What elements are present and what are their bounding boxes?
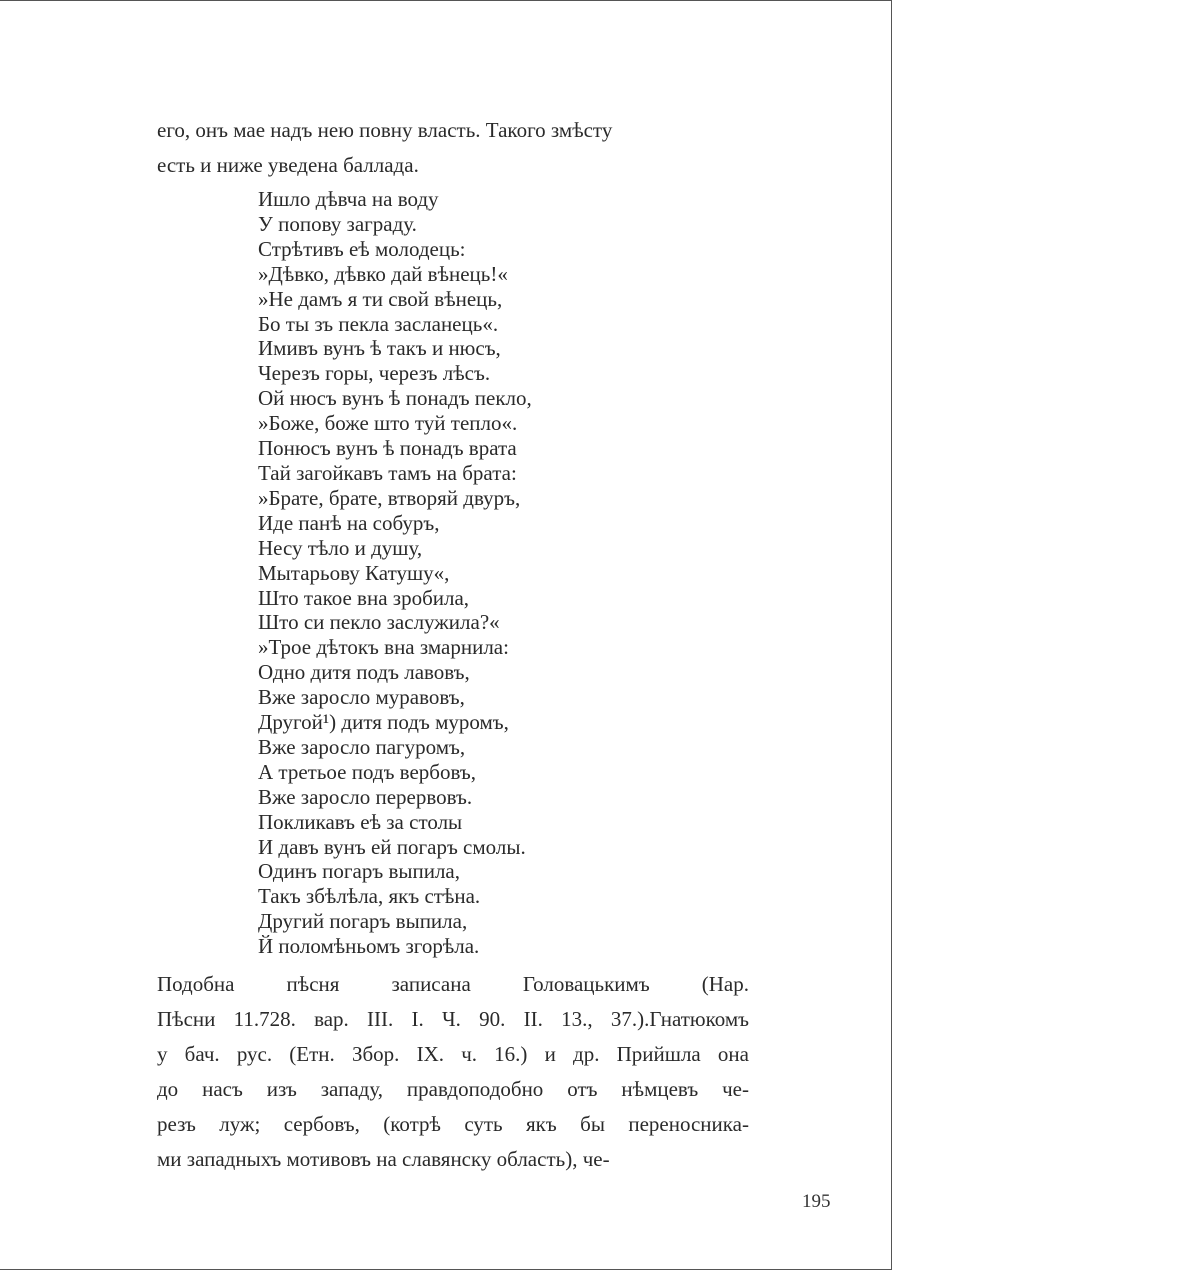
poem-line: Тай загойкавъ тамъ на брата: bbox=[258, 460, 517, 485]
poem-line: А третьое подъ вербовъ, bbox=[258, 759, 476, 784]
poem-line: Стрѣтивъ еѣ молодець: bbox=[258, 236, 466, 261]
poem-line: Што си пекло заслужила?« bbox=[258, 610, 500, 635]
prose-line: Подобна пѣсня записана Головацькимъ (Нар. bbox=[157, 972, 749, 996]
poem-line: Вже заросло пагуромъ, bbox=[258, 734, 466, 759]
poem-line: И давъ вунъ ей погаръ смолы. bbox=[258, 834, 526, 859]
poem-line: Одно дитя подъ лавовъ, bbox=[258, 660, 470, 685]
intro-line: есть и ниже уведена баллада. bbox=[157, 153, 419, 177]
poem-line: »Трое дѣтокъ вна змарнила: bbox=[258, 635, 509, 660]
poem-line: Вже заросло перервовъ. bbox=[258, 784, 473, 809]
poem-line: »Боже, боже што туй тепло«. bbox=[258, 411, 518, 436]
prose-line: до насъ изъ западу, правдоподобно отъ нѣмцевъ че- bbox=[157, 1077, 749, 1101]
poem-line: Одинъ погаръ выпила, bbox=[258, 859, 460, 884]
prose-line: ми западныхъ мотивовъ на славянску область), че- bbox=[157, 1147, 610, 1171]
poem-line: Такъ збѣлѣла, якъ стѣна. bbox=[258, 884, 481, 909]
poem-line: Бо ты зъ пекла засланець«. bbox=[258, 311, 499, 336]
ballad-poem bbox=[258, 187, 532, 959]
poem-line: Другий погаръ выпила, bbox=[258, 909, 468, 934]
poem-line: Ой нюсъ вунъ ѣ понадъ пекло, bbox=[258, 386, 532, 411]
poem-line: Понюсъ вунъ ѣ понадъ врата bbox=[258, 436, 517, 461]
poem-line: Што такое вна зробила, bbox=[258, 585, 470, 610]
poem-line: Покликавъ еѣ за столы bbox=[258, 809, 463, 834]
poem-line: Иде панѣ на собуръ, bbox=[258, 510, 440, 535]
intro-paragraph bbox=[157, 113, 749, 183]
poem-line: Ишло дѣвча на воду bbox=[258, 187, 439, 211]
poem-line: Другой¹) дитя подъ муромъ, bbox=[258, 710, 509, 735]
poem-line: Й поломѣньомъ згорѣла. bbox=[258, 934, 480, 959]
page-number: 195 bbox=[802, 1191, 831, 1212]
prose-line: Пѣсни 11.728. вар. III. I. Ч. 90. II. 13., 37.).Гнатюкомъ bbox=[157, 1007, 749, 1031]
closing-paragraph bbox=[157, 967, 749, 1177]
poem-line: Мытарьову Катушу«, bbox=[258, 560, 450, 585]
poem-line: »Не дамъ я ти свой вѣнець, bbox=[258, 286, 503, 311]
prose-line: у бач. рус. (Етн. Збор. IX. ч. 16.) и др. Прийшла она bbox=[157, 1042, 749, 1066]
poem-line: Черезъ горы, черезъ лѣсъ. bbox=[258, 361, 491, 386]
poem-line: У попову заграду. bbox=[258, 211, 417, 236]
poem-line: Имивъ вунъ ѣ такъ и нюсъ, bbox=[258, 336, 501, 361]
poem-line: »Дѣвко, дѣвко дай вѣнець!« bbox=[258, 261, 508, 286]
poem-line: »Брате, брате, втворяй двуръ, bbox=[258, 485, 521, 510]
intro-line: его, онъ мае надъ нею повну власть. Такого змѣсту bbox=[157, 118, 613, 142]
poem-line: Несу тѣло и душу, bbox=[258, 535, 423, 560]
poem-line: Вже заросло муравовъ, bbox=[258, 685, 465, 710]
prose-line: резъ луж; сербовъ, (котрѣ суть якъ бы переносника- bbox=[157, 1112, 749, 1136]
